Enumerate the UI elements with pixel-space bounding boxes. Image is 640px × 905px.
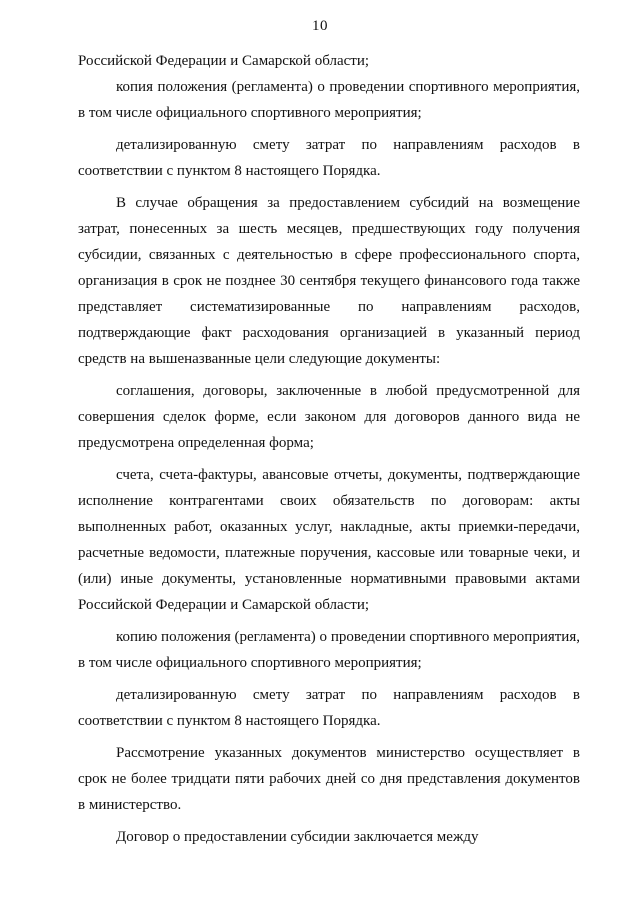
paragraph-9: Рассмотрение указанных документов министерство осуществляет в срок не более тридцати пяти рабочих дней со дня представления документов в министерство. xyxy=(78,745,580,813)
paragraph-4: В случае обращения за предоставлением субсидий на возмещение затрат, понесенных за шесть месяцев, предшествующих году получения субсидии, связанных с деятельностью в сфере профессионального спорта, организация в срок не позднее 30 сентября текущего финансового года также представляет систематизированные по направлениям расходов, подтверждающие факт расходования организацией в указанный период средств на вышеназванные цели следующие документы: xyxy=(78,195,580,367)
paragraph-1: Российской Федерации и Самарской области; xyxy=(78,53,370,69)
paragraph-8: детализированную смету затрат по направлениям расходов в соответствии с пунктом 8 настоящего Порядка. xyxy=(78,687,580,729)
paragraph-6: счета, счета-фактуры, авансовые отчеты, документы, подтверждающие исполнение контрагентами своих обязательств по договорам: акты выполненных работ, оказанных услуг, накладные, акты приемки-передачи, расчетные ведомости, платежные поручения, кассовые или товарные чеки, и (или) иные документы, установленные нормативными правовыми актами Российской Федерации и Самарской области; xyxy=(78,467,580,613)
paragraph-5: соглашения, договоры, заключенные в любой предусмотренной для совершения сделок форме, если законом для договоров данного вида не предусмотрена определенная форма; xyxy=(78,383,580,451)
page-number: 10 xyxy=(312,18,328,34)
paragraph-3: детализированную смету затрат по направлениям расходов в соответствии с пунктом 8 настоящего Порядка. xyxy=(78,137,580,179)
paragraph-7: копию положения (регламента) о проведении спортивного мероприятия, в том числе официального спортивного мероприятия; xyxy=(78,629,580,671)
paragraph-2: копия положения (регламента) о проведении спортивного мероприятия, в том числе официального спортивного мероприятия; xyxy=(78,79,580,121)
paragraph-10: Договор о предоставлении субсидии заключается между xyxy=(116,829,479,845)
document-body xyxy=(78,48,580,850)
